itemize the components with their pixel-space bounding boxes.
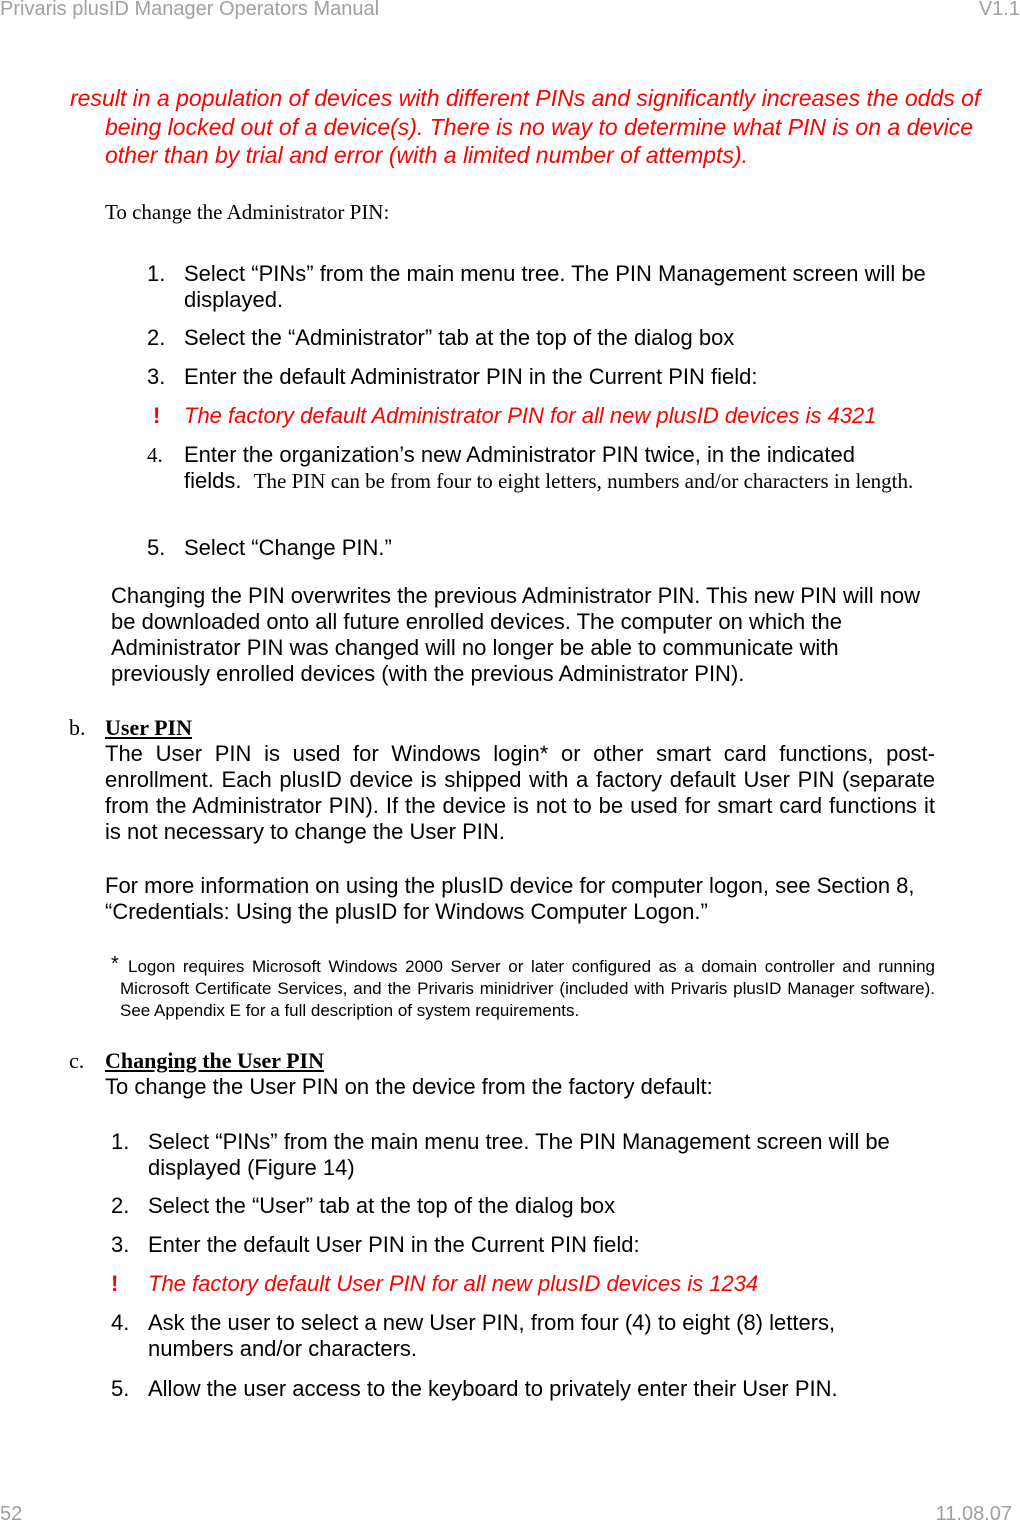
section-b-letter: b. xyxy=(69,715,86,740)
section-c-letter: c. xyxy=(69,1048,85,1073)
header-version: V1.1 xyxy=(978,0,1020,20)
admin-intro: To change the Administrator PIN: xyxy=(105,200,390,224)
footer-date: 11.08.07 xyxy=(935,1503,1012,1521)
warning-paragraph: result in a population of devices with different PINs and significantly increases the odds of being locked out of a device(s). There is no way to determine what PIN is on a device other than by trial and error (with a limited number of attempts). xyxy=(70,85,981,168)
footnote: Logon requires Microsoft Windows 2000 Server or later configured as a domain controller and running Microsoft Certificate Services, and the Privaris minidriver (included with Privaris plusID Manager software). See Appendix E for a full description of system requirements. xyxy=(120,957,935,1020)
footnote-mark: * xyxy=(111,953,119,975)
exclamation-icon: ! xyxy=(111,1271,119,1296)
header-title: Privaris plusID Manager Operators Manual xyxy=(0,0,380,20)
admin-note: Changing the PIN overwrites the previous Administrator PIN. This new PIN will now be downloaded onto all future enrolled devices. The computer on which the Administrator PIN was changed will no longer be able to communicate with previously enrolled devices (with the previous Administrator PIN). xyxy=(111,583,921,686)
exclamation-icon: ! xyxy=(153,403,161,428)
page-number: 52 xyxy=(0,1503,23,1521)
section-c-title: Changing the User PIN xyxy=(105,1048,325,1073)
section-c-intro: To change the User PIN on the device from the factory default: xyxy=(105,1074,713,1099)
section-b-paragraph: The User PIN is used for Windows login* or other smart card functions, post-enrollment. Each plusID device is shipped with a factory default User PIN (separate from the Administrator PIN). If the device is not to be used for smart card functions it is not necessary to change the User PIN. xyxy=(105,741,935,844)
document-page: Privaris plusID Manager Operators Manual V1.1 result in a population of devices with different PINs and significantly increases the odds of being locked out of a device(s). There is no way to determine what PIN is on a device other than by trial and error (with a limited number of attempts). To change the Administrator PIN: 1. Select “PINs” from the main menu tree. The PIN Management screen will be displayed. 2. Select the “Administrator” tab at the top of the dialog box 3. Enter the default Administrator PIN in the Current PIN field: ! The factory default Administrator PIN for all new plusID devices is 4321 4. Enter the organization’s new Administrator PIN twice, in the indicated fields. The PIN can be from four to eight letters, numbers and/or characters in length. 5. Select “Change PIN.” Changing the PIN overwrites the previous Administrator PIN. This new PIN will now be downloaded onto all future enrolled devices. The computer on which the Administrator PIN was changed will no longer be able to communicate with previously enrolled devices (with the previous Administrator PIN). b. User PIN The User PIN is used for Windows login* or other smart card functions, post-enrollment. Each plusID device is shipped with a factory default User PIN (separate from the Administrator PIN). If the device is not to be used for smart card functions it is not necessary to change the User PIN. For more information on using the plusID device for computer logon, see Section 8, “Credentials: Using the plusID for Windows Computer Logon.” * Logon requires Microsoft Windows 2000 Server or later configured as a domain controller and running Microsoft Certificate Services, and the Privaris minidriver (included with Privaris plusID Manager software). See Appendix E for a full description of system requirements. c. Changing the User PIN To change the User PIN on the device from the factory default: 1. Select “PINs” from the main menu tree. The PIN Management screen will be displayed (Figure 14) 2. Select the “User” tab at the top of the dialog box 3. Enter the default User PIN in the Current PIN field: ! The factory default User PIN for all new plusID devices is 1234 4. Ask the user to select a new User PIN, from four (4) to eight (8) letters, numbers and/or characters. 5. Allow the user access to the keyboard to privately enter their User PIN. 52 11.08.07 xyxy=(0,0,1020,1521)
section-b-more-info: For more information on using the plusID device for computer logon, see Section 8, “Credentials: Using the plusID for Windows Computer Logon.” xyxy=(105,873,915,924)
section-b-title: User PIN xyxy=(105,715,192,740)
